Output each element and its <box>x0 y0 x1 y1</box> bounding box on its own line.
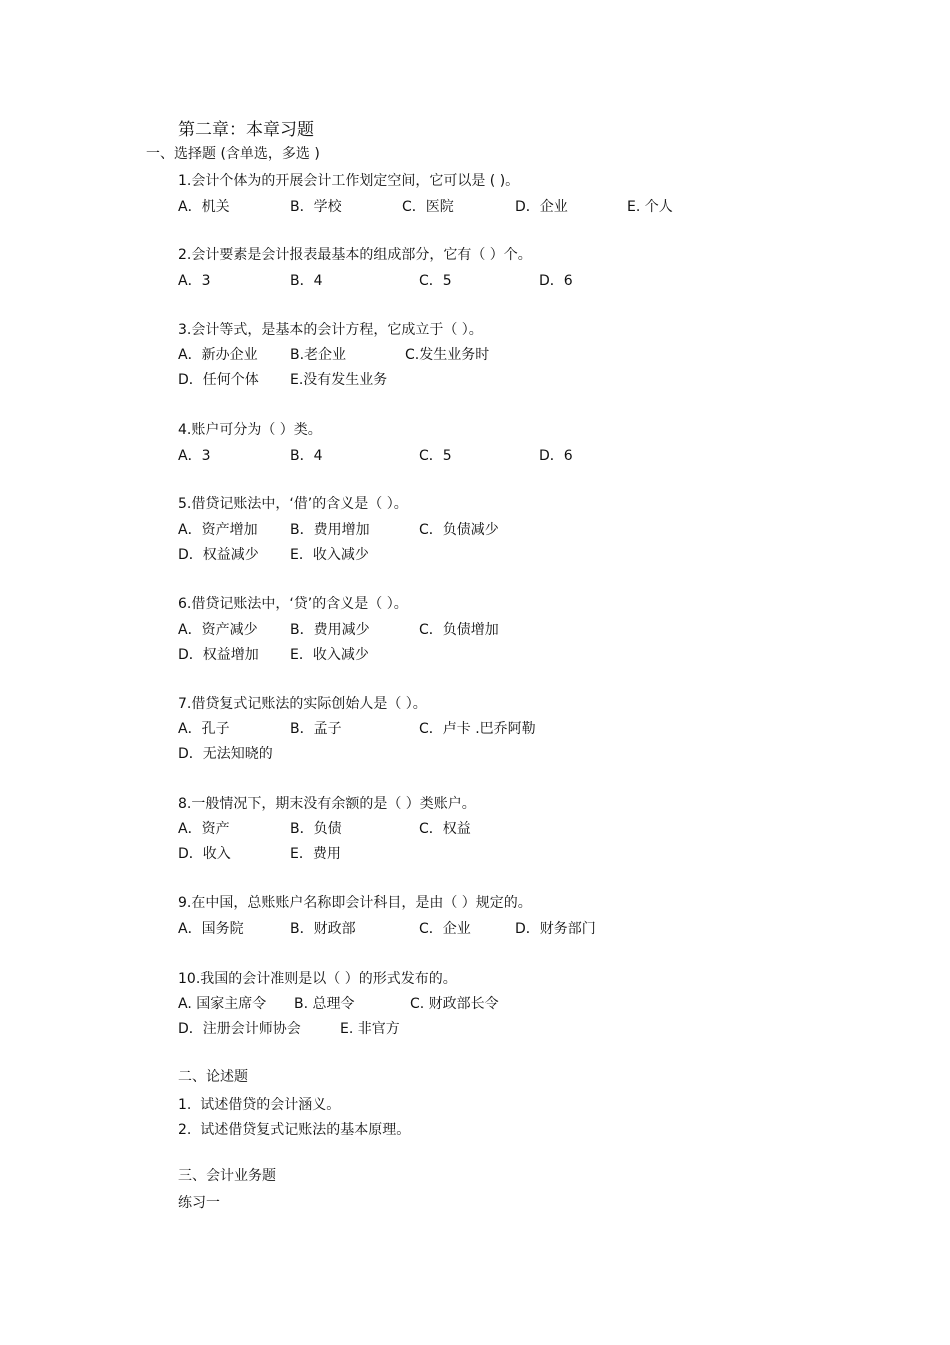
option: A．3 <box>178 448 211 464</box>
option: A．孔子 <box>178 721 230 737</box>
option: B．孟子 <box>290 721 342 737</box>
option: B.老企业 <box>290 347 347 363</box>
option: A．国务院 <box>178 921 244 937</box>
section2-heading: 二、论述题 <box>178 1069 248 1085</box>
option: C. 财政部长令 <box>410 996 499 1012</box>
option: B．财政部 <box>290 921 356 937</box>
option: A．机关 <box>178 199 230 215</box>
option: D．6 <box>539 448 573 464</box>
question-stem: 9.在中国，总账账户名称即会计科目，是由（ ）规定的。 <box>178 895 532 911</box>
option: D．6 <box>539 273 573 289</box>
option: B. 总理令 <box>294 996 355 1012</box>
option: C．负债减少 <box>419 522 499 538</box>
option: A．新办企业 <box>178 347 258 363</box>
question-stem: 1.会计个体为的开展会计工作划定空间，它可以是 ( )。 <box>178 173 520 189</box>
option: E．费用 <box>290 846 341 862</box>
question-stem: 5.借贷记账法中，‘借’的含义是（ ）。 <box>178 496 408 512</box>
essay-item: 1. 试述借贷的会计涵义。 <box>178 1097 341 1113</box>
question-stem: 8.一般情况下，期末没有余额的是（ ）类账户。 <box>178 796 476 812</box>
question-stem: 6.借贷记账法中，‘贷’的含义是（ ）。 <box>178 596 408 612</box>
question-stem: 2.会计要素是会计报表最基本的组成部分，它有（ ）个。 <box>178 247 532 263</box>
option: D．权益增加 <box>178 647 259 663</box>
question-stem: 4.账户可分为（ ）类。 <box>178 422 322 438</box>
option: A. 国家主席令 <box>178 996 267 1012</box>
option: D．注册会计师协会 <box>178 1021 301 1037</box>
option: C．5 <box>419 273 452 289</box>
option: B．费用减少 <box>290 622 370 638</box>
option: C．企业 <box>419 921 471 937</box>
section1-heading: 一、选择题 (含单选，多选 ) <box>146 146 320 162</box>
option: C．医院 <box>402 199 454 215</box>
section3-heading: 三、会计业务题 <box>178 1168 276 1184</box>
option: A．资产减少 <box>178 622 258 638</box>
option: D．企业 <box>515 199 568 215</box>
option: E．收入减少 <box>290 647 369 663</box>
option: E.没有发生业务 <box>290 372 388 388</box>
exercise-label: 练习一 <box>178 1195 220 1211</box>
option: C.发生业务时 <box>405 347 490 363</box>
option: B．学校 <box>290 199 342 215</box>
essay-item: 2. 试述借贷复式记账法的基本原理。 <box>178 1122 411 1138</box>
option: C．权益 <box>419 821 471 837</box>
option: D．任何个体 <box>178 372 259 388</box>
option: B．费用增加 <box>290 522 370 538</box>
option: C．负债增加 <box>419 622 499 638</box>
option: B．4 <box>290 273 323 289</box>
chapter-title: 第二章：本章习题 <box>178 120 314 140</box>
option: A．3 <box>178 273 211 289</box>
option: D．收入 <box>178 846 231 862</box>
option: A．资产增加 <box>178 522 258 538</box>
question-stem: 3.会计等式，是基本的会计方程，它成立于（ ）。 <box>178 322 483 338</box>
option: D．权益减少 <box>178 547 259 563</box>
question-stem: 7.借贷复式记账法的实际创始人是（ ）。 <box>178 696 427 712</box>
option: E．收入减少 <box>290 547 369 563</box>
option: E. 非官方 <box>340 1021 400 1037</box>
option: D．无法知晓的 <box>178 746 273 762</box>
option: D．财务部门 <box>515 921 596 937</box>
option: E. 个人 <box>627 199 673 215</box>
option: B．负债 <box>290 821 342 837</box>
option: B．4 <box>290 448 323 464</box>
option: C．5 <box>419 448 452 464</box>
question-stem: 10.我国的会计准则是以（ ）的形式发布的。 <box>178 971 457 987</box>
option: C．卢卡 .巴乔阿勒 <box>419 721 536 737</box>
option: A．资产 <box>178 821 230 837</box>
